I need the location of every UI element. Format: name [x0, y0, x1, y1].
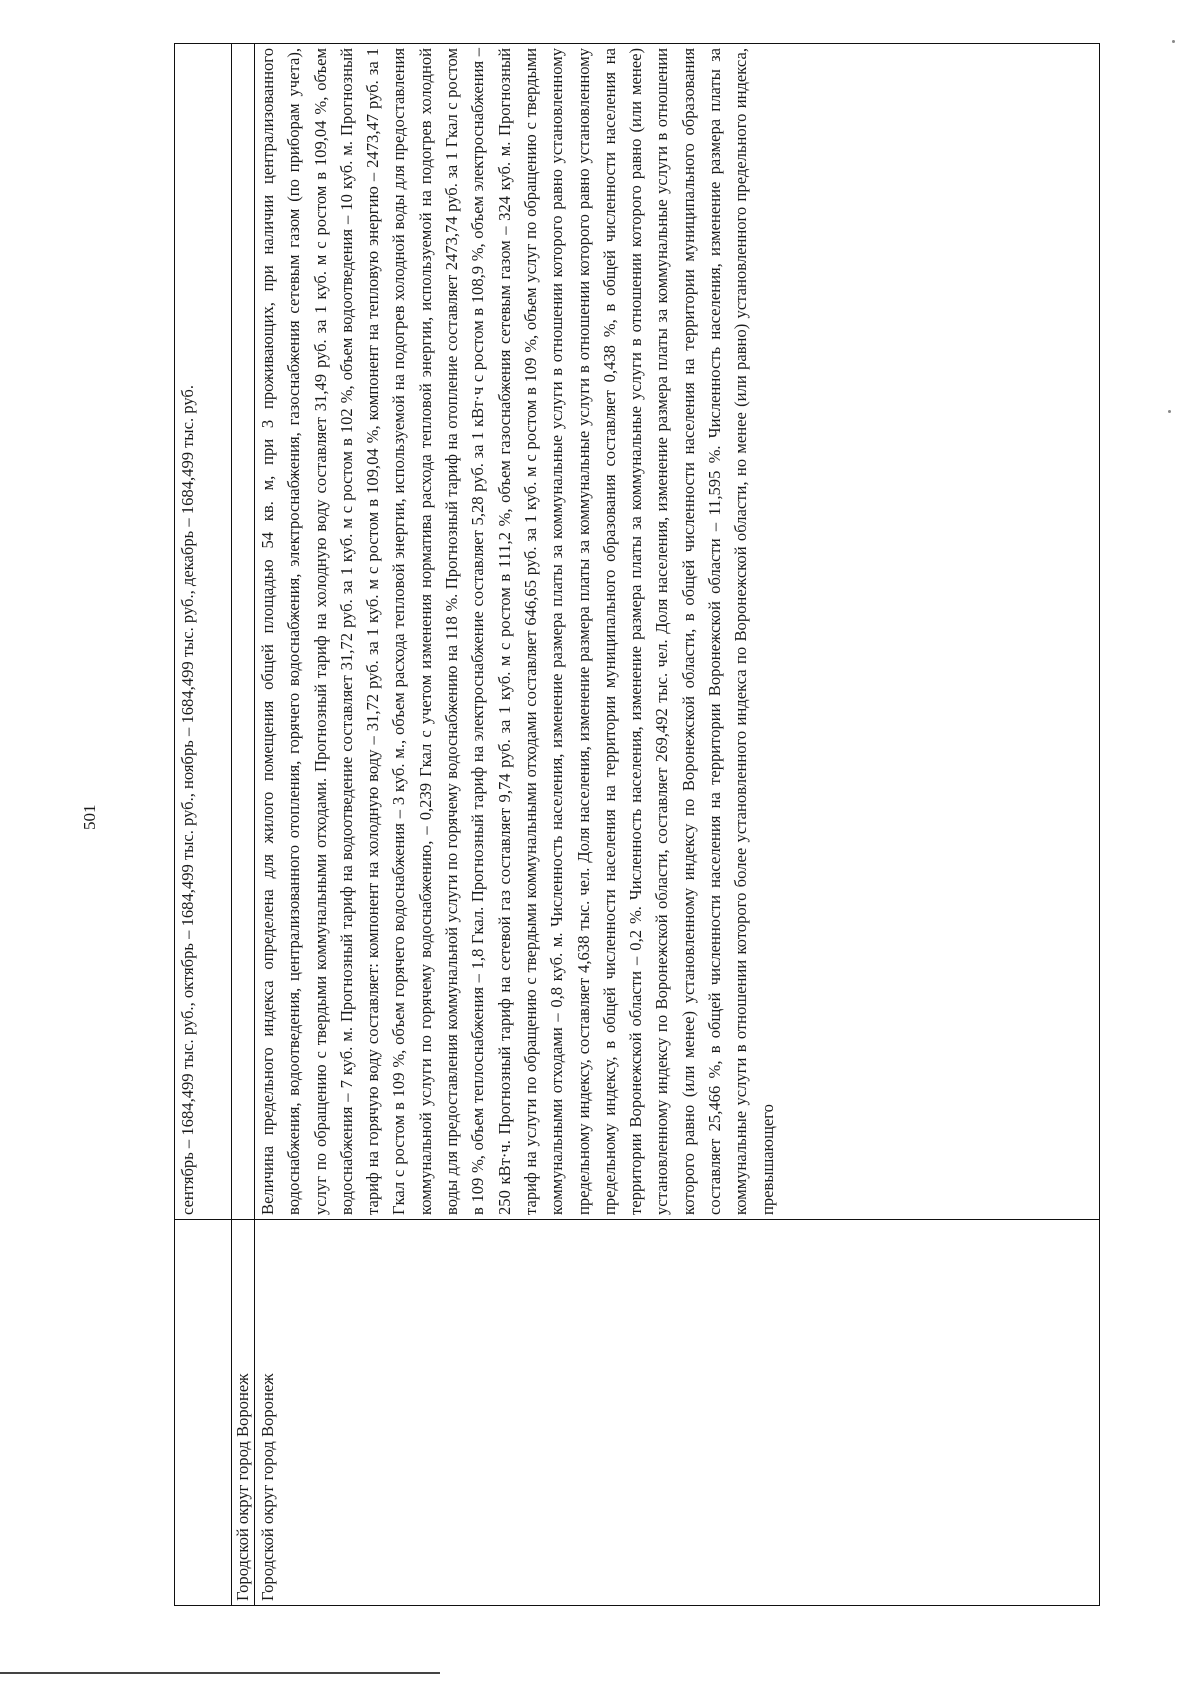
page-number: 501 — [80, 804, 99, 830]
scan-speck — [1172, 40, 1175, 43]
empty-cell — [232, 44, 255, 1220]
municipality-cell — [175, 1220, 232, 1606]
utility-index-table — [174, 43, 1100, 1606]
scan-edge-line — [0, 1672, 440, 1674]
table-row — [175, 44, 232, 1606]
description-cell: Величина предельного индекса определена для жилого помещения общей площадью 54 кв. м, при 3 проживающих, при наличии централизованного водоснабжения, водоотведения, централизованного отопления, горячего водоснабжения, электроснабжения, газоснабжения сетевым газом (по приборам учета), услуг по обращению с твердыми коммунальными отходами. Прогнозный тариф на холодную воду составляет 31,49 руб. за 1 куб. м с ростом в 109,04 %, объем водоснабжения – 7 куб. м. Прогнозный тариф на водоотведение составляет 31,72 руб. за 1 куб. м с ростом в 102 %, объем водоотведения – 10 куб. м. Прогнозный тариф на горячую воду составляет: компонент на холодную воду – 31,72 руб. за 1 куб. м с ростом в 109,04 %, компонент на тепловую энергию – 2473,47 руб. за 1 Гкал с ростом в 109 %, объем горячего водоснабжения – 3 куб. м., объем расхода тепловой энергии, используемой на подогрев холодной воды для предоставления коммунальной услуги по горячему водоснабжению, – 0,239 Гкал с учетом изменения норматива расхода тепловой энергии, используемой на подогрев холодной воды для предоставления коммунальной услуги по горячему водоснабжению на 118 %. Прогнозный тариф на отопление составляет 2473,74 руб. за 1 Гкал с ростом в 109 %, объем теплоснабжения – 1,8 Гкал. Прогнозный тариф на электроснабжение составляет 5,28 руб. за 1 кВт·ч с ростом в 108,9 %, объем электроснабжения – 250 кВт·ч. Прогнозный тариф на сетевой газ составляет 9,74 руб. за 1 куб. м с ростом в 111,2 %, объем газоснабжения сетевым газом – 324 куб. м. Прогнозный тариф на услуги по обращению с твердыми коммунальными отходами составляет 646,65 руб. за 1 куб. м с ростом в 109 %, объем услуг по обращению с твердыми коммунальными отходами – 0,8 куб. м. Численность населения, изменение размера платы за коммунальные услуги в отношении которого равно установленному предельному индексу, составляет 4,638 тыс. чел. Доля населения, изменение размера платы за коммунальные услуги в отношении которого равно установленному предельному индексу, в общей численности населения на территории муниципального образования составляет 0,438 %, в общей численности населения на территории Воронежской области – 0,2 %. Численность населения, изменение размера платы за коммунальные услуги в отношении которого равно (или менее) установленному индексу по Воронежской области, составляет 269,492 тыс. чел. Доля населения, изменение размера платы за коммунальные услуги в отношении которого равно (или менее) установленному индексу по Воронежской области, в общей численности населения на территории муниципального образования составляет 25,466 %, в общей численности населения на территории Воронежской области – 11,595 %. Численность населения, изменение размера платы за коммунальные услуги в отношении которого более установленного индекса по Воронежской области, но менее (или равно) установленного предельного индекса, превышающего — [255, 44, 1100, 1220]
description-cell: сентябрь – 1684,499 тыс. руб., октябрь – 1684,499 тыс. руб., ноябрь – 1684,499 тыс. руб., декабрь – 1684,499 тыс. руб. — [175, 44, 232, 1220]
section-heading-cell: Городской округ город Воронеж — [232, 1220, 255, 1606]
document-table-container — [174, 44, 1100, 1606]
table-row — [255, 44, 1100, 1606]
municipality-cell: Городской округ город Воронеж — [255, 1220, 1100, 1606]
table-row — [232, 44, 255, 1606]
scan-speck — [1168, 410, 1171, 413]
